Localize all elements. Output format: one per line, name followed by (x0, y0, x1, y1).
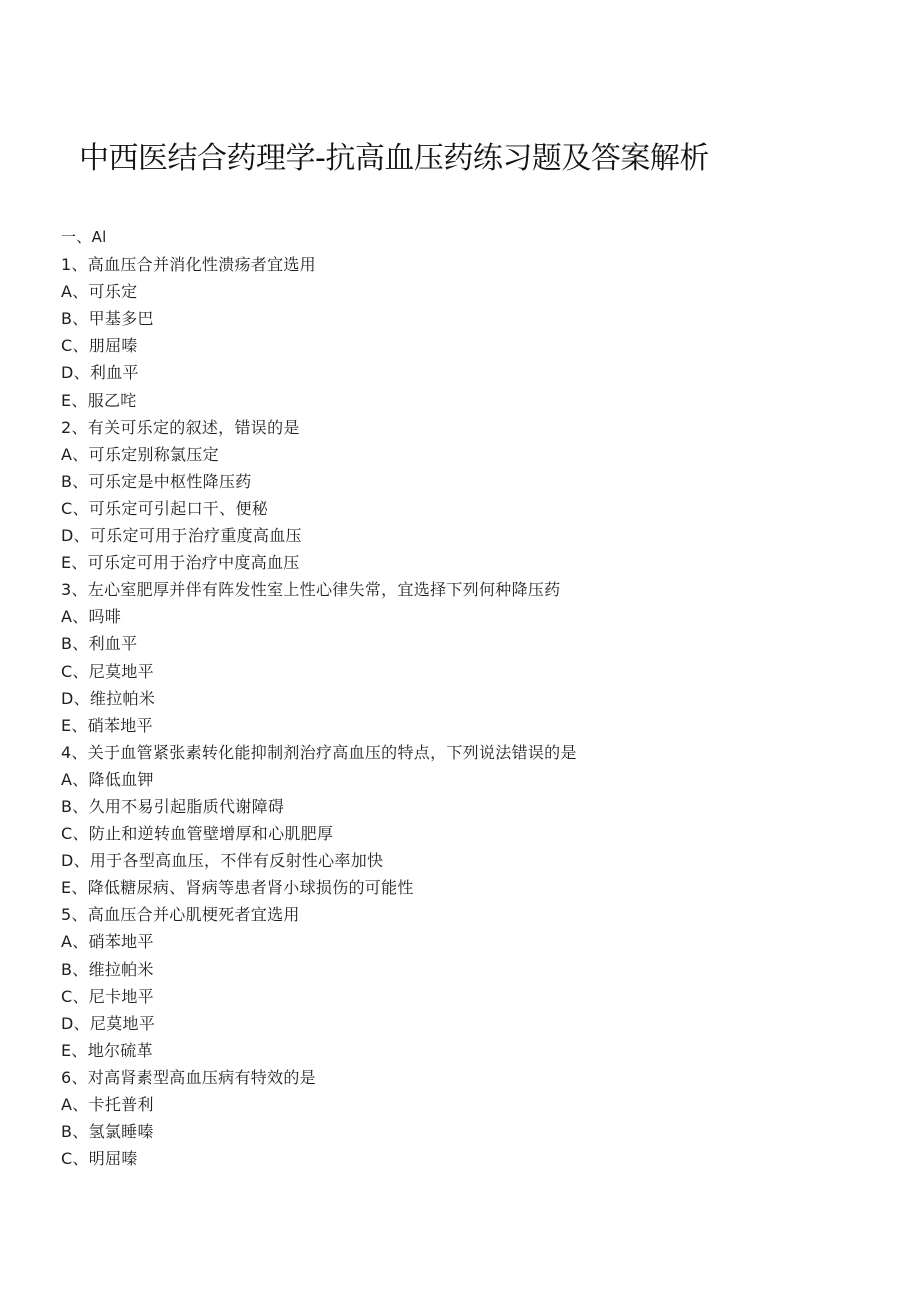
question-6: 6、对高肾素型高血压病有特效的是 (61, 1067, 316, 1087)
option-line: B、利血平 (61, 634, 138, 654)
option-line: B、久用不易引起脂质代谢障碍 (61, 796, 285, 816)
option-line: E、可乐定可用于治疗中度高血压 (61, 553, 300, 573)
question-2: 2、有关可乐定的叙述，错误的是 (61, 417, 300, 437)
option-line: C、明屈嗪 (61, 1149, 138, 1169)
question-1: 1、高血压合并消化性溃疡者宜选用 (61, 255, 316, 275)
option-line: E、硝苯地平 (61, 715, 153, 735)
option-line: E、地尔硫革 (61, 1040, 153, 1060)
option-line: C、尼莫地平 (61, 661, 154, 681)
option-line: D、维拉帕米 (61, 688, 156, 708)
option-line: A、卡托普利 (61, 1095, 154, 1114)
document-title: 中西医结合药理学-抗高血压药练习题及答案解析 (79, 141, 709, 176)
option-line: D、利血平 (61, 363, 139, 383)
question-4: 4、关于血管紧张素转化能抑制剂治疗高血压的特点，下列说法错误的是 (61, 742, 577, 762)
question-list (61, 224, 881, 1172)
option-line: C、防止和逆转血管壁增厚和心肌肥厚 (61, 824, 334, 844)
option-line: B、可乐定是中枢性降压药 (61, 471, 252, 491)
option-line: E、降低糖尿病、肾病等患者肾小球损伤的可能性 (61, 878, 414, 898)
option-line: A、可乐定 (61, 282, 138, 302)
option-line: B、甲基多巴 (61, 309, 154, 329)
option-line: B、维拉帕米 (61, 959, 154, 979)
question-5: 5、高血压合并心肌梗死者宜选用 (61, 905, 300, 925)
option-line: D、可乐定可用于治疗重度高血压 (61, 526, 302, 546)
section-heading: 一、Al (61, 228, 107, 246)
option-line: A、降低血钾 (61, 769, 154, 789)
option-line: A、硝苯地平 (61, 932, 154, 952)
option-line: E、服乙咤 (61, 390, 137, 410)
option-line: C、尼卡地平 (61, 986, 154, 1006)
option-line: D、尼莫地平 (61, 1013, 156, 1033)
option-line: B、氢氯睡嗪 (61, 1122, 154, 1142)
option-line: D、用于各型高血压，不伴有反射性心率加快 (61, 851, 384, 871)
option-line: C、朋屈嗪 (61, 336, 138, 356)
option-line: A、可乐定别称氯压定 (61, 444, 219, 464)
question-3: 3、左心室肥厚并伴有阵发性室上性心律失常，宜选择下列何种降压药 (61, 580, 561, 600)
option-line: C、可乐定可引起口干、便秘 (61, 498, 269, 518)
option-line: A、吗啡 (61, 607, 122, 627)
